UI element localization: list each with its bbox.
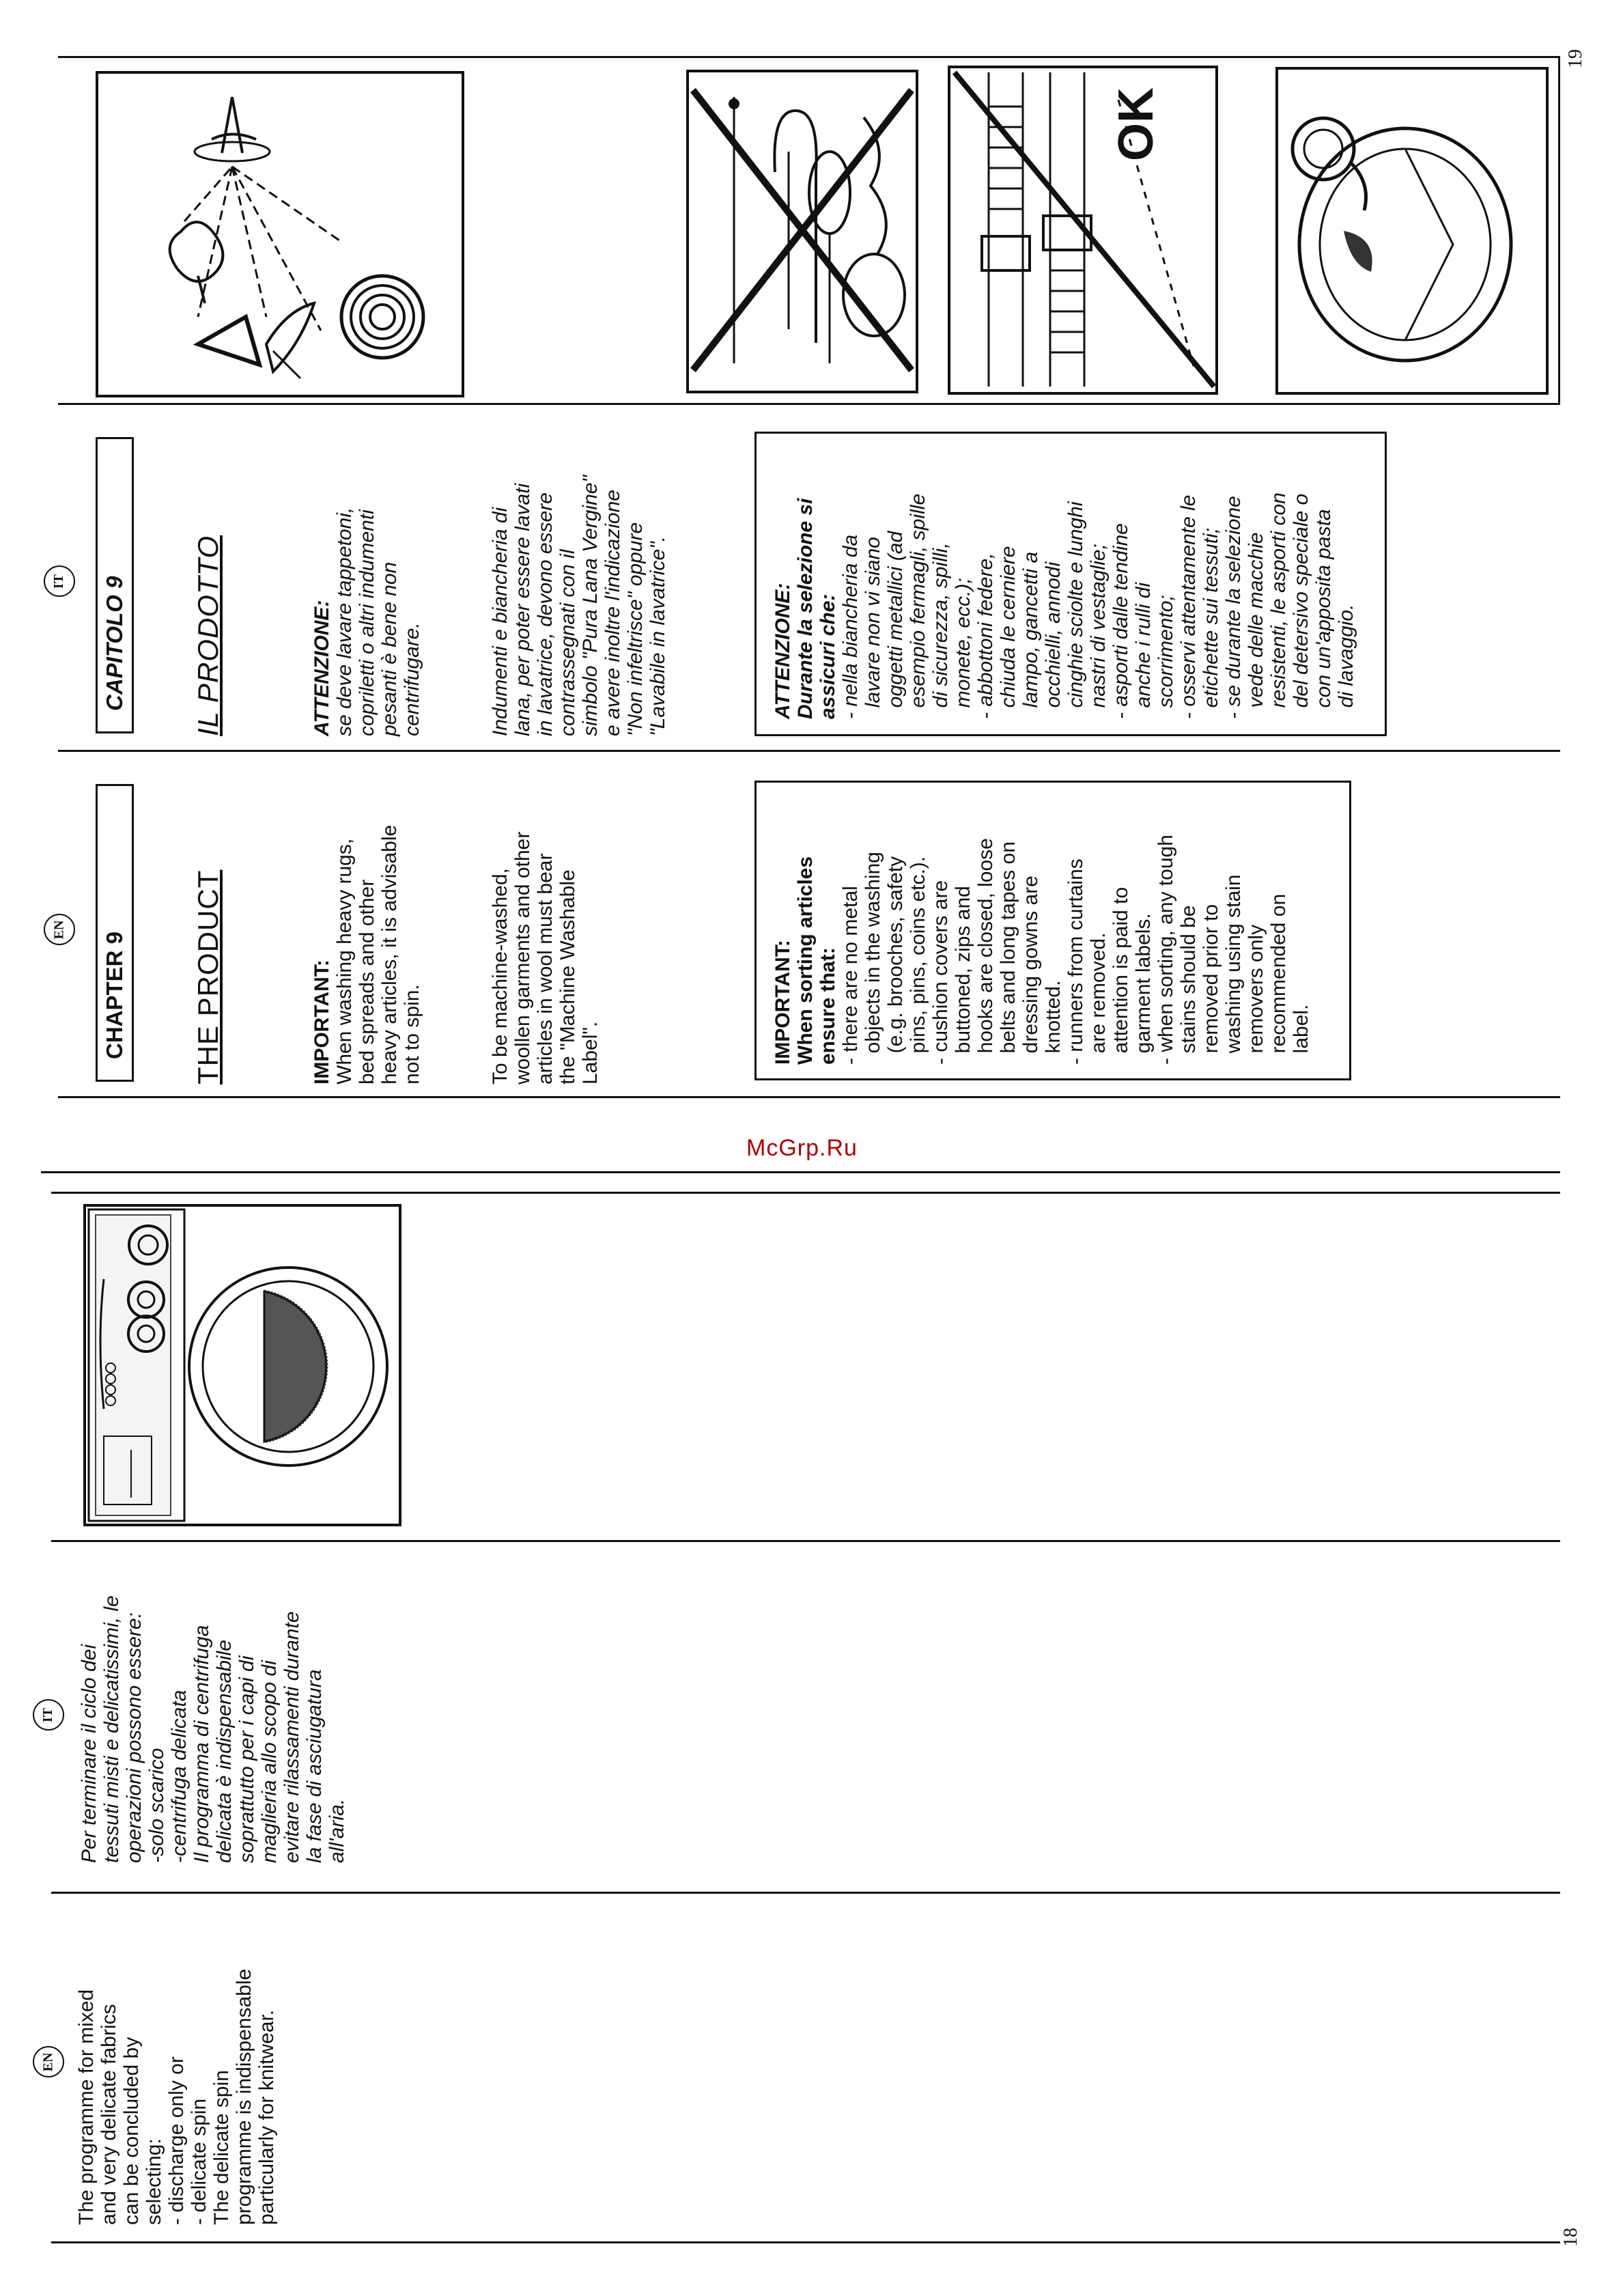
sorting-list-it: - nella biancheria da lavare non vi siano oggetti metallici (ad esempio fermagli, spille di sicurezza, spilli, monete, ecc.); - abbottoni federe, chiuda le cerniere lampo, gancetti a occhielli, annodi cinghie sciolte e lunghi nastri di vestaglie; - asporti dalle tendine anche i rulli di scorrimento; - osservi attentamente le etichette sui tessuti; - se durante la selezione vede delle macchie resistenti, le asporti con del detersivo speciale o con un'apposita pasta di lavaggio. — [839, 492, 1357, 719]
left-rule-col4 — [51, 1192, 1560, 1194]
sorting-heading-en: IMPORTANT: When sorting articles ensure that: — [772, 856, 839, 1065]
it-language-marker: IT — [33, 1699, 64, 1731]
it-language-marker-right: IT — [44, 565, 75, 597]
chapter-heading-box-it — [96, 437, 134, 733]
metal-objects-illustration — [686, 70, 918, 393]
en-language-marker-right: EN — [44, 914, 75, 945]
fabric-symbols-illustration — [96, 71, 464, 397]
en-language-marker: EN — [33, 2046, 64, 2077]
sorting-heading-it: ATTENZIONE: Durante la selezione si assicuri che: — [772, 498, 839, 719]
left-rule-top — [51, 2241, 1560, 2243]
chapter-heading-box-en — [96, 784, 134, 1082]
right-rule-illustrations — [58, 403, 1560, 405]
watermark: McGrp.Ru — [746, 1135, 858, 1161]
stain-removal-illustration — [1275, 67, 1549, 395]
left-it-text: Per terminare il ciclo dei tessuti misti e delicatissimi, le operazioni possono essere: -solo scarico -centrifuga delicata Il programma di centrifuga delicata è indispensabile soprattutto per i capi di maglieria allo scopo di evitare rilassamenti durante la fase di asciugatura all'aria. — [78, 1595, 348, 1863]
zipper-ok-illustration — [948, 66, 1218, 395]
right-rule-top — [58, 56, 1560, 58]
wool-text-en: To be machine-washed, woollen garments and other articles in wool must bear the "Machine Washable Label". — [489, 831, 602, 1084]
ok-label: OK — [1109, 87, 1163, 161]
sorting-box-it — [754, 432, 1387, 736]
page-divider-line — [41, 1171, 1560, 1173]
attention-heading-it: ATTENZIONE: — [311, 600, 333, 736]
left-en-text: The programme for mixed and very delicate fabrics can be concluded by selecting: - discharge only or - delicate spin The delicate spin programme is indispensable particularly for knitwear. — [75, 1968, 278, 2225]
page-number-left: 18 — [1560, 2228, 1581, 2247]
important-heading-en: IMPORTANT: — [311, 960, 333, 1084]
wool-text-it: Indumenti e biancheria di lana, per poter essere lavati in lavatrice, devono essere contrassegnati con il simbolo "Pura Lana Vergine" e avere inoltre l'indicazione "Non infeltrisce" oppure "Lavabile in lavatrice". — [489, 475, 669, 736]
right-edge-line — [1558, 56, 1560, 404]
sorting-list-en: - there are no metal objects in the washing (e.g. brooches, safety pins, pins, coins etc.). - cushion covers are buttoned, zips and hooks are closed, loose belts and long tapes on dressing gowns are knotted. - runners from curtains are removed. attention is paid to garment labels. - when sorting, any tough stains should be removed prior to washing using stain removers only recommended on label. — [839, 835, 1312, 1065]
chapter-label-en: CHAPTER 9 — [102, 931, 127, 1059]
right-rule-en — [58, 1096, 1560, 1098]
right-rule-it — [58, 750, 1560, 752]
product-title-en: THE PRODUCT — [192, 869, 224, 1084]
product-title-it: IL PRODOTTO — [192, 535, 224, 736]
important-text-en: When washing heavy rugs, bed spreads and other heavy articles, it is advisable not to spin. — [333, 824, 423, 1084]
page-number-right: 19 — [1565, 49, 1586, 68]
machine-front-illustration — [83, 1204, 401, 1526]
attention-text-it: se deve lavare tappetoni, copriletti o altri indumenti pesanti è bene non centrifugare. — [333, 507, 423, 736]
chapter-label-it: CAPITOLO 9 — [102, 576, 127, 711]
sorting-box-en — [754, 781, 1351, 1080]
